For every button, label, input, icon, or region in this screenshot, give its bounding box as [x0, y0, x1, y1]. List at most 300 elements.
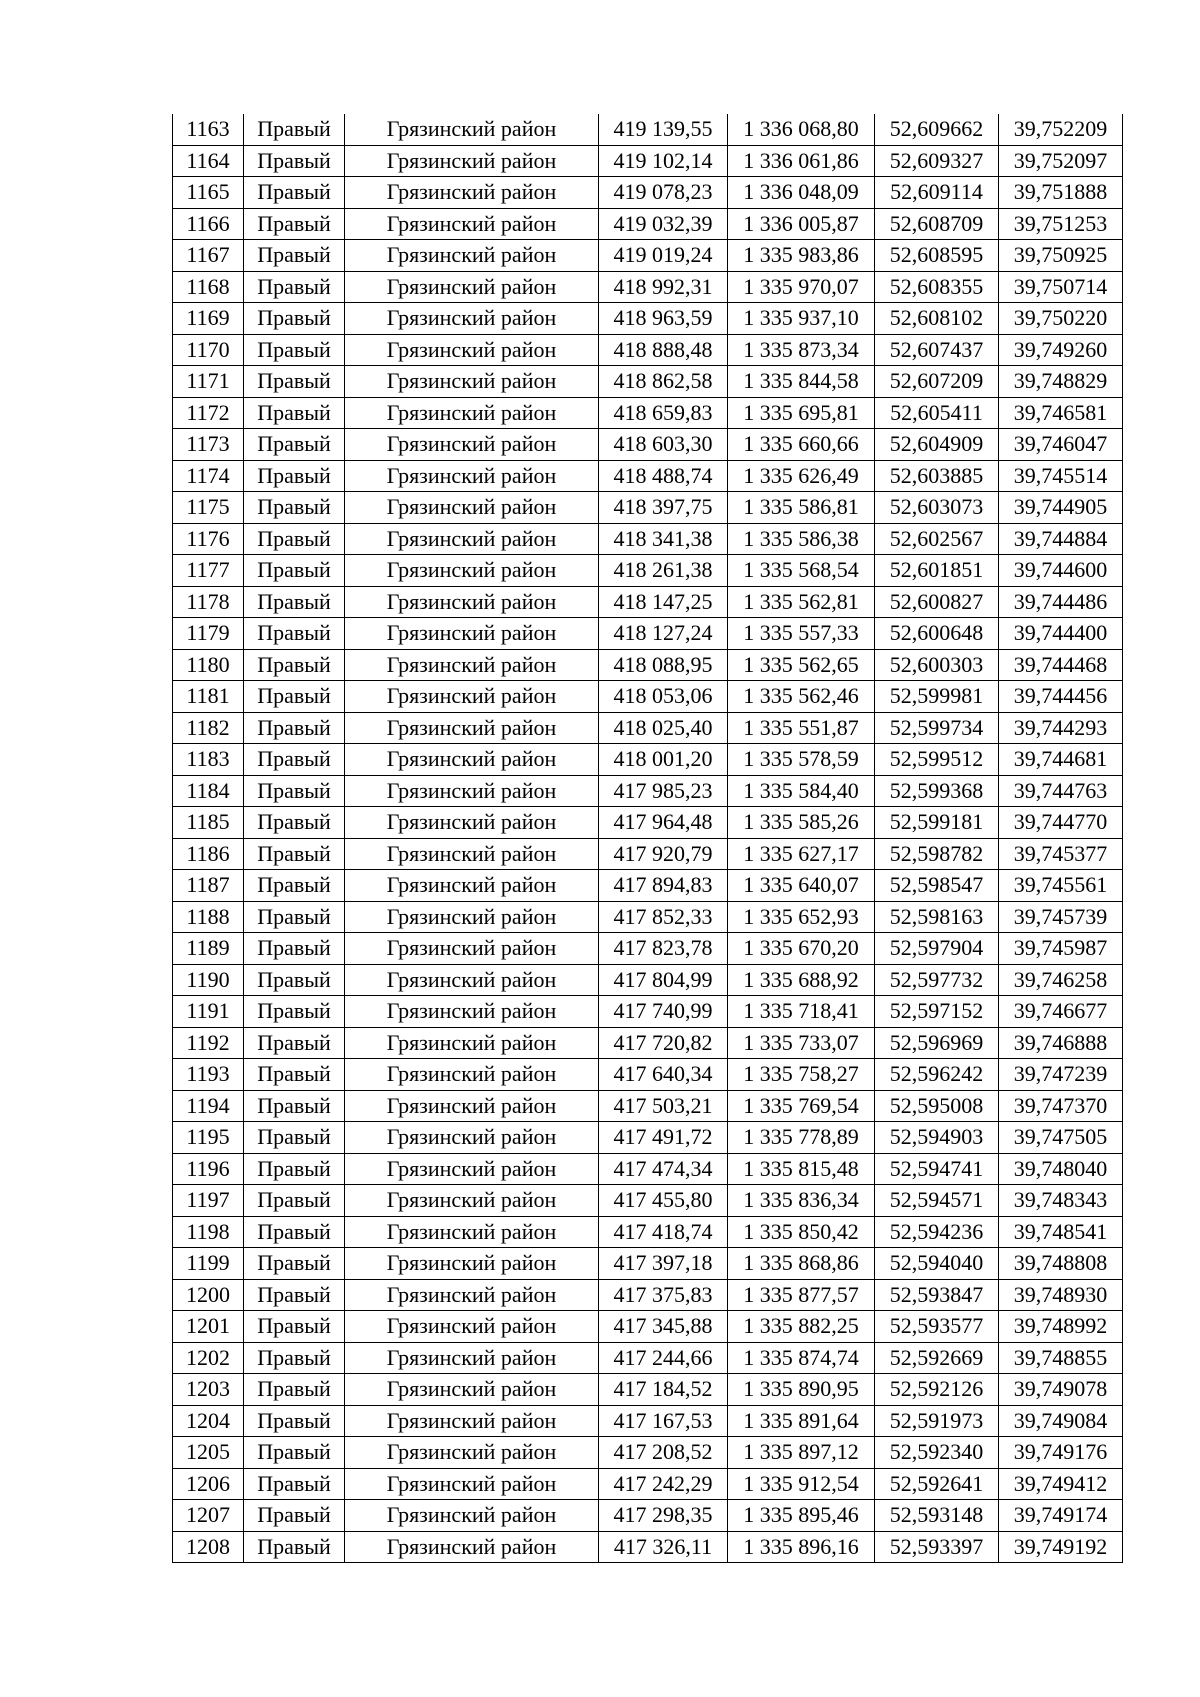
y-coordinate-cell: 1 335 626,49 — [728, 460, 875, 492]
latitude-cell: 52,592669 — [875, 1342, 999, 1374]
longitude-cell: 39,752209 — [999, 114, 1123, 145]
table-row — [173, 1405, 1123, 1437]
coordinates-table — [172, 114, 1123, 1563]
district-cell: Грязинский район — [345, 334, 599, 366]
table-row — [173, 334, 1123, 366]
district-cell: Грязинский район — [345, 271, 599, 303]
district-cell: Грязинский район — [345, 1279, 599, 1311]
point-number-cell: 1193 — [173, 1059, 244, 1091]
x-coordinate-cell: 417 208,52 — [599, 1437, 728, 1469]
side-cell: Правый — [244, 807, 345, 839]
point-number-cell: 1181 — [173, 681, 244, 713]
x-coordinate-cell: 417 503,21 — [599, 1090, 728, 1122]
table-row — [173, 870, 1123, 902]
y-coordinate-cell: 1 335 562,46 — [728, 681, 875, 713]
point-number-cell: 1189 — [173, 933, 244, 965]
district-cell: Грязинский район — [345, 838, 599, 870]
point-number-cell: 1176 — [173, 523, 244, 555]
y-coordinate-cell: 1 335 877,57 — [728, 1279, 875, 1311]
x-coordinate-cell: 417 184,52 — [599, 1374, 728, 1406]
table-row — [173, 1216, 1123, 1248]
point-number-cell: 1184 — [173, 775, 244, 807]
longitude-cell: 39,749084 — [999, 1405, 1123, 1437]
x-coordinate-cell: 417 640,34 — [599, 1059, 728, 1091]
coordinates-table-body — [173, 114, 1123, 1563]
district-cell: Грязинский район — [345, 1468, 599, 1500]
table-row — [173, 523, 1123, 555]
x-coordinate-cell: 418 488,74 — [599, 460, 728, 492]
latitude-cell: 52,600827 — [875, 586, 999, 618]
point-number-cell: 1173 — [173, 429, 244, 461]
point-number-cell: 1169 — [173, 303, 244, 335]
point-number-cell: 1207 — [173, 1500, 244, 1532]
table-row — [173, 460, 1123, 492]
x-coordinate-cell: 417 985,23 — [599, 775, 728, 807]
table-row — [173, 177, 1123, 209]
longitude-cell: 39,744770 — [999, 807, 1123, 839]
side-cell: Правый — [244, 1059, 345, 1091]
district-cell: Грязинский район — [345, 1122, 599, 1154]
district-cell: Грязинский район — [345, 555, 599, 587]
table-row — [173, 933, 1123, 965]
district-cell: Грязинский район — [345, 996, 599, 1028]
side-cell: Правый — [244, 681, 345, 713]
x-coordinate-cell: 419 139,55 — [599, 114, 728, 145]
district-cell: Грязинский район — [345, 1342, 599, 1374]
table-row — [173, 1342, 1123, 1374]
side-cell: Правый — [244, 1248, 345, 1280]
point-number-cell: 1196 — [173, 1153, 244, 1185]
y-coordinate-cell: 1 335 733,07 — [728, 1027, 875, 1059]
point-number-cell: 1198 — [173, 1216, 244, 1248]
x-coordinate-cell: 417 964,48 — [599, 807, 728, 839]
table-row — [173, 586, 1123, 618]
latitude-cell: 52,602567 — [875, 523, 999, 555]
table-row — [173, 964, 1123, 996]
table-row — [173, 838, 1123, 870]
table-row — [173, 1500, 1123, 1532]
longitude-cell: 39,746258 — [999, 964, 1123, 996]
district-cell: Грязинский район — [345, 1090, 599, 1122]
longitude-cell: 39,745561 — [999, 870, 1123, 902]
point-number-cell: 1192 — [173, 1027, 244, 1059]
longitude-cell: 39,749412 — [999, 1468, 1123, 1500]
district-cell: Грязинский район — [345, 397, 599, 429]
district-cell: Грязинский район — [345, 114, 599, 145]
point-number-cell: 1194 — [173, 1090, 244, 1122]
x-coordinate-cell: 417 167,53 — [599, 1405, 728, 1437]
side-cell: Правый — [244, 1153, 345, 1185]
x-coordinate-cell: 419 019,24 — [599, 240, 728, 272]
longitude-cell: 39,744905 — [999, 492, 1123, 524]
y-coordinate-cell: 1 335 640,07 — [728, 870, 875, 902]
side-cell: Правый — [244, 1185, 345, 1217]
longitude-cell: 39,744486 — [999, 586, 1123, 618]
point-number-cell: 1185 — [173, 807, 244, 839]
side-cell: Правый — [244, 429, 345, 461]
x-coordinate-cell: 417 242,29 — [599, 1468, 728, 1500]
latitude-cell: 52,599734 — [875, 712, 999, 744]
x-coordinate-cell: 418 025,40 — [599, 712, 728, 744]
table-row — [173, 996, 1123, 1028]
point-number-cell: 1186 — [173, 838, 244, 870]
table-row — [173, 1374, 1123, 1406]
point-number-cell: 1183 — [173, 744, 244, 776]
side-cell: Правый — [244, 775, 345, 807]
table-row — [173, 429, 1123, 461]
point-number-cell: 1208 — [173, 1531, 244, 1563]
side-cell: Правый — [244, 1216, 345, 1248]
district-cell: Грязинский район — [345, 208, 599, 240]
point-number-cell: 1197 — [173, 1185, 244, 1217]
side-cell: Правый — [244, 1027, 345, 1059]
side-cell: Правый — [244, 271, 345, 303]
district-cell: Грязинский район — [345, 649, 599, 681]
y-coordinate-cell: 1 335 670,20 — [728, 933, 875, 965]
x-coordinate-cell: 417 326,11 — [599, 1531, 728, 1563]
longitude-cell: 39,750925 — [999, 240, 1123, 272]
latitude-cell: 52,608595 — [875, 240, 999, 272]
longitude-cell: 39,749176 — [999, 1437, 1123, 1469]
table-row — [173, 649, 1123, 681]
district-cell: Грязинский район — [345, 744, 599, 776]
longitude-cell: 39,748855 — [999, 1342, 1123, 1374]
table-row — [173, 1531, 1123, 1563]
district-cell: Грязинский район — [345, 429, 599, 461]
latitude-cell: 52,593397 — [875, 1531, 999, 1563]
latitude-cell: 52,599368 — [875, 775, 999, 807]
latitude-cell: 52,597904 — [875, 933, 999, 965]
longitude-cell: 39,746047 — [999, 429, 1123, 461]
x-coordinate-cell: 417 244,66 — [599, 1342, 728, 1374]
side-cell: Правый — [244, 870, 345, 902]
district-cell: Грязинский район — [345, 1027, 599, 1059]
longitude-cell: 39,749260 — [999, 334, 1123, 366]
x-coordinate-cell: 418 001,20 — [599, 744, 728, 776]
latitude-cell: 52,594903 — [875, 1122, 999, 1154]
side-cell: Правый — [244, 366, 345, 398]
side-cell: Правый — [244, 586, 345, 618]
side-cell: Правый — [244, 1500, 345, 1532]
table-row — [173, 807, 1123, 839]
latitude-cell: 52,591973 — [875, 1405, 999, 1437]
latitude-cell: 52,600303 — [875, 649, 999, 681]
side-cell: Правый — [244, 460, 345, 492]
y-coordinate-cell: 1 335 758,27 — [728, 1059, 875, 1091]
side-cell: Правый — [244, 1279, 345, 1311]
table-row — [173, 1311, 1123, 1343]
latitude-cell: 52,609114 — [875, 177, 999, 209]
point-number-cell: 1182 — [173, 712, 244, 744]
longitude-cell: 39,744681 — [999, 744, 1123, 776]
table-row — [173, 1185, 1123, 1217]
latitude-cell: 52,605411 — [875, 397, 999, 429]
x-coordinate-cell: 417 894,83 — [599, 870, 728, 902]
x-coordinate-cell: 417 804,99 — [599, 964, 728, 996]
district-cell: Грязинский район — [345, 460, 599, 492]
point-number-cell: 1202 — [173, 1342, 244, 1374]
district-cell: Грязинский район — [345, 1248, 599, 1280]
side-cell: Правый — [244, 996, 345, 1028]
latitude-cell: 52,592340 — [875, 1437, 999, 1469]
side-cell: Правый — [244, 208, 345, 240]
table-row — [173, 1248, 1123, 1280]
point-number-cell: 1175 — [173, 492, 244, 524]
point-number-cell: 1180 — [173, 649, 244, 681]
point-number-cell: 1190 — [173, 964, 244, 996]
district-cell: Грязинский район — [345, 1153, 599, 1185]
latitude-cell: 52,608355 — [875, 271, 999, 303]
y-coordinate-cell: 1 335 873,34 — [728, 334, 875, 366]
x-coordinate-cell: 417 345,88 — [599, 1311, 728, 1343]
x-coordinate-cell: 419 078,23 — [599, 177, 728, 209]
point-number-cell: 1174 — [173, 460, 244, 492]
latitude-cell: 52,597732 — [875, 964, 999, 996]
point-number-cell: 1206 — [173, 1468, 244, 1500]
table-row — [173, 1437, 1123, 1469]
longitude-cell: 39,752097 — [999, 145, 1123, 177]
district-cell: Грязинский район — [345, 1531, 599, 1563]
table-row — [173, 712, 1123, 744]
district-cell: Грязинский район — [345, 240, 599, 272]
district-cell: Грязинский район — [345, 1185, 599, 1217]
longitude-cell: 39,744400 — [999, 618, 1123, 650]
side-cell: Правый — [244, 1531, 345, 1563]
longitude-cell: 39,749078 — [999, 1374, 1123, 1406]
table-row — [173, 240, 1123, 272]
y-coordinate-cell: 1 335 891,64 — [728, 1405, 875, 1437]
longitude-cell: 39,748808 — [999, 1248, 1123, 1280]
x-coordinate-cell: 418 127,24 — [599, 618, 728, 650]
table-row — [173, 681, 1123, 713]
y-coordinate-cell: 1 335 585,26 — [728, 807, 875, 839]
latitude-cell: 52,594571 — [875, 1185, 999, 1217]
table-row — [173, 271, 1123, 303]
x-coordinate-cell: 418 888,48 — [599, 334, 728, 366]
y-coordinate-cell: 1 335 660,66 — [728, 429, 875, 461]
y-coordinate-cell: 1 335 652,93 — [728, 901, 875, 933]
side-cell: Правый — [244, 1311, 345, 1343]
side-cell: Правый — [244, 712, 345, 744]
side-cell: Правый — [244, 492, 345, 524]
side-cell: Правый — [244, 901, 345, 933]
point-number-cell: 1191 — [173, 996, 244, 1028]
x-coordinate-cell: 418 088,95 — [599, 649, 728, 681]
latitude-cell: 52,596969 — [875, 1027, 999, 1059]
point-number-cell: 1168 — [173, 271, 244, 303]
longitude-cell: 39,748930 — [999, 1279, 1123, 1311]
x-coordinate-cell: 418 862,58 — [599, 366, 728, 398]
district-cell: Грязинский район — [345, 1059, 599, 1091]
district-cell: Грязинский район — [345, 681, 599, 713]
district-cell: Грязинский район — [345, 1405, 599, 1437]
x-coordinate-cell: 417 474,34 — [599, 1153, 728, 1185]
district-cell: Грязинский район — [345, 712, 599, 744]
latitude-cell: 52,593847 — [875, 1279, 999, 1311]
x-coordinate-cell: 417 418,74 — [599, 1216, 728, 1248]
district-cell: Грязинский район — [345, 145, 599, 177]
y-coordinate-cell: 1 335 562,81 — [728, 586, 875, 618]
district-cell: Грязинский район — [345, 1374, 599, 1406]
y-coordinate-cell: 1 335 586,81 — [728, 492, 875, 524]
table-row — [173, 208, 1123, 240]
point-number-cell: 1171 — [173, 366, 244, 398]
district-cell: Грязинский район — [345, 901, 599, 933]
latitude-cell: 52,603073 — [875, 492, 999, 524]
side-cell: Правый — [244, 933, 345, 965]
latitude-cell: 52,607437 — [875, 334, 999, 366]
longitude-cell: 39,745377 — [999, 838, 1123, 870]
longitude-cell: 39,745987 — [999, 933, 1123, 965]
x-coordinate-cell: 418 963,59 — [599, 303, 728, 335]
longitude-cell: 39,744456 — [999, 681, 1123, 713]
y-coordinate-cell: 1 335 970,07 — [728, 271, 875, 303]
longitude-cell: 39,744293 — [999, 712, 1123, 744]
y-coordinate-cell: 1 335 895,46 — [728, 1500, 875, 1532]
point-number-cell: 1177 — [173, 555, 244, 587]
x-coordinate-cell: 417 720,82 — [599, 1027, 728, 1059]
table-row — [173, 775, 1123, 807]
y-coordinate-cell: 1 335 778,89 — [728, 1122, 875, 1154]
x-coordinate-cell: 417 455,80 — [599, 1185, 728, 1217]
latitude-cell: 52,599512 — [875, 744, 999, 776]
table-row — [173, 1027, 1123, 1059]
longitude-cell: 39,745514 — [999, 460, 1123, 492]
point-number-cell: 1200 — [173, 1279, 244, 1311]
side-cell: Правый — [244, 744, 345, 776]
longitude-cell: 39,751253 — [999, 208, 1123, 240]
latitude-cell: 52,594741 — [875, 1153, 999, 1185]
longitude-cell: 39,747370 — [999, 1090, 1123, 1122]
y-coordinate-cell: 1 336 005,87 — [728, 208, 875, 240]
district-cell: Грязинский район — [345, 933, 599, 965]
longitude-cell: 39,747505 — [999, 1122, 1123, 1154]
longitude-cell: 39,744600 — [999, 555, 1123, 587]
x-coordinate-cell: 417 740,99 — [599, 996, 728, 1028]
longitude-cell: 39,748992 — [999, 1311, 1123, 1343]
y-coordinate-cell: 1 335 836,34 — [728, 1185, 875, 1217]
y-coordinate-cell: 1 335 557,33 — [728, 618, 875, 650]
latitude-cell: 52,596242 — [875, 1059, 999, 1091]
y-coordinate-cell: 1 335 890,95 — [728, 1374, 875, 1406]
latitude-cell: 52,607209 — [875, 366, 999, 398]
y-coordinate-cell: 1 335 882,25 — [728, 1311, 875, 1343]
longitude-cell: 39,746581 — [999, 397, 1123, 429]
table-row — [173, 397, 1123, 429]
latitude-cell: 52,608102 — [875, 303, 999, 335]
latitude-cell: 52,600648 — [875, 618, 999, 650]
x-coordinate-cell: 417 852,33 — [599, 901, 728, 933]
y-coordinate-cell: 1 335 897,12 — [728, 1437, 875, 1469]
table-row — [173, 901, 1123, 933]
longitude-cell: 39,746677 — [999, 996, 1123, 1028]
point-number-cell: 1178 — [173, 586, 244, 618]
table-row — [173, 492, 1123, 524]
district-cell: Грязинский район — [345, 775, 599, 807]
longitude-cell: 39,745739 — [999, 901, 1123, 933]
y-coordinate-cell: 1 335 627,17 — [728, 838, 875, 870]
latitude-cell: 52,599981 — [875, 681, 999, 713]
x-coordinate-cell: 418 147,25 — [599, 586, 728, 618]
point-number-cell: 1164 — [173, 145, 244, 177]
point-number-cell: 1205 — [173, 1437, 244, 1469]
table-row — [173, 1090, 1123, 1122]
side-cell: Правый — [244, 964, 345, 996]
latitude-cell: 52,598163 — [875, 901, 999, 933]
x-coordinate-cell: 419 102,14 — [599, 145, 728, 177]
district-cell: Грязинский район — [345, 366, 599, 398]
x-coordinate-cell: 418 992,31 — [599, 271, 728, 303]
y-coordinate-cell: 1 335 568,54 — [728, 555, 875, 587]
side-cell: Правый — [244, 1468, 345, 1500]
y-coordinate-cell: 1 336 061,86 — [728, 145, 875, 177]
x-coordinate-cell: 418 261,38 — [599, 555, 728, 587]
district-cell: Грязинский район — [345, 523, 599, 555]
side-cell: Правый — [244, 1090, 345, 1122]
y-coordinate-cell: 1 336 048,09 — [728, 177, 875, 209]
side-cell: Правый — [244, 145, 345, 177]
point-number-cell: 1165 — [173, 177, 244, 209]
point-number-cell: 1163 — [173, 114, 244, 145]
latitude-cell: 52,608709 — [875, 208, 999, 240]
side-cell: Правый — [244, 1342, 345, 1374]
y-coordinate-cell: 1 335 896,16 — [728, 1531, 875, 1563]
x-coordinate-cell: 418 341,38 — [599, 523, 728, 555]
latitude-cell: 52,598782 — [875, 838, 999, 870]
longitude-cell: 39,749192 — [999, 1531, 1123, 1563]
x-coordinate-cell: 417 397,18 — [599, 1248, 728, 1280]
side-cell: Правый — [244, 1122, 345, 1154]
table-row — [173, 366, 1123, 398]
longitude-cell: 39,744468 — [999, 649, 1123, 681]
table-row — [173, 145, 1123, 177]
longitude-cell: 39,750220 — [999, 303, 1123, 335]
latitude-cell: 52,595008 — [875, 1090, 999, 1122]
x-coordinate-cell: 418 397,75 — [599, 492, 728, 524]
point-number-cell: 1203 — [173, 1374, 244, 1406]
latitude-cell: 52,593148 — [875, 1500, 999, 1532]
latitude-cell: 52,597152 — [875, 996, 999, 1028]
longitude-cell: 39,748343 — [999, 1185, 1123, 1217]
point-number-cell: 1199 — [173, 1248, 244, 1280]
latitude-cell: 52,609662 — [875, 114, 999, 145]
y-coordinate-cell: 1 335 551,87 — [728, 712, 875, 744]
y-coordinate-cell: 1 335 874,74 — [728, 1342, 875, 1374]
latitude-cell: 52,594040 — [875, 1248, 999, 1280]
y-coordinate-cell: 1 336 068,80 — [728, 114, 875, 145]
longitude-cell: 39,748829 — [999, 366, 1123, 398]
x-coordinate-cell: 417 375,83 — [599, 1279, 728, 1311]
table-row — [173, 744, 1123, 776]
point-number-cell: 1170 — [173, 334, 244, 366]
y-coordinate-cell: 1 335 584,40 — [728, 775, 875, 807]
y-coordinate-cell: 1 335 586,38 — [728, 523, 875, 555]
district-cell: Грязинский район — [345, 870, 599, 902]
table-row — [173, 1153, 1123, 1185]
y-coordinate-cell: 1 335 562,65 — [728, 649, 875, 681]
district-cell: Грязинский район — [345, 964, 599, 996]
longitude-cell: 39,747239 — [999, 1059, 1123, 1091]
longitude-cell: 39,750714 — [999, 271, 1123, 303]
district-cell: Грязинский район — [345, 177, 599, 209]
x-coordinate-cell: 418 659,83 — [599, 397, 728, 429]
y-coordinate-cell: 1 335 695,81 — [728, 397, 875, 429]
latitude-cell: 52,594236 — [875, 1216, 999, 1248]
district-cell: Грязинский район — [345, 1311, 599, 1343]
district-cell: Грязинский район — [345, 807, 599, 839]
y-coordinate-cell: 1 335 688,92 — [728, 964, 875, 996]
x-coordinate-cell: 417 491,72 — [599, 1122, 728, 1154]
